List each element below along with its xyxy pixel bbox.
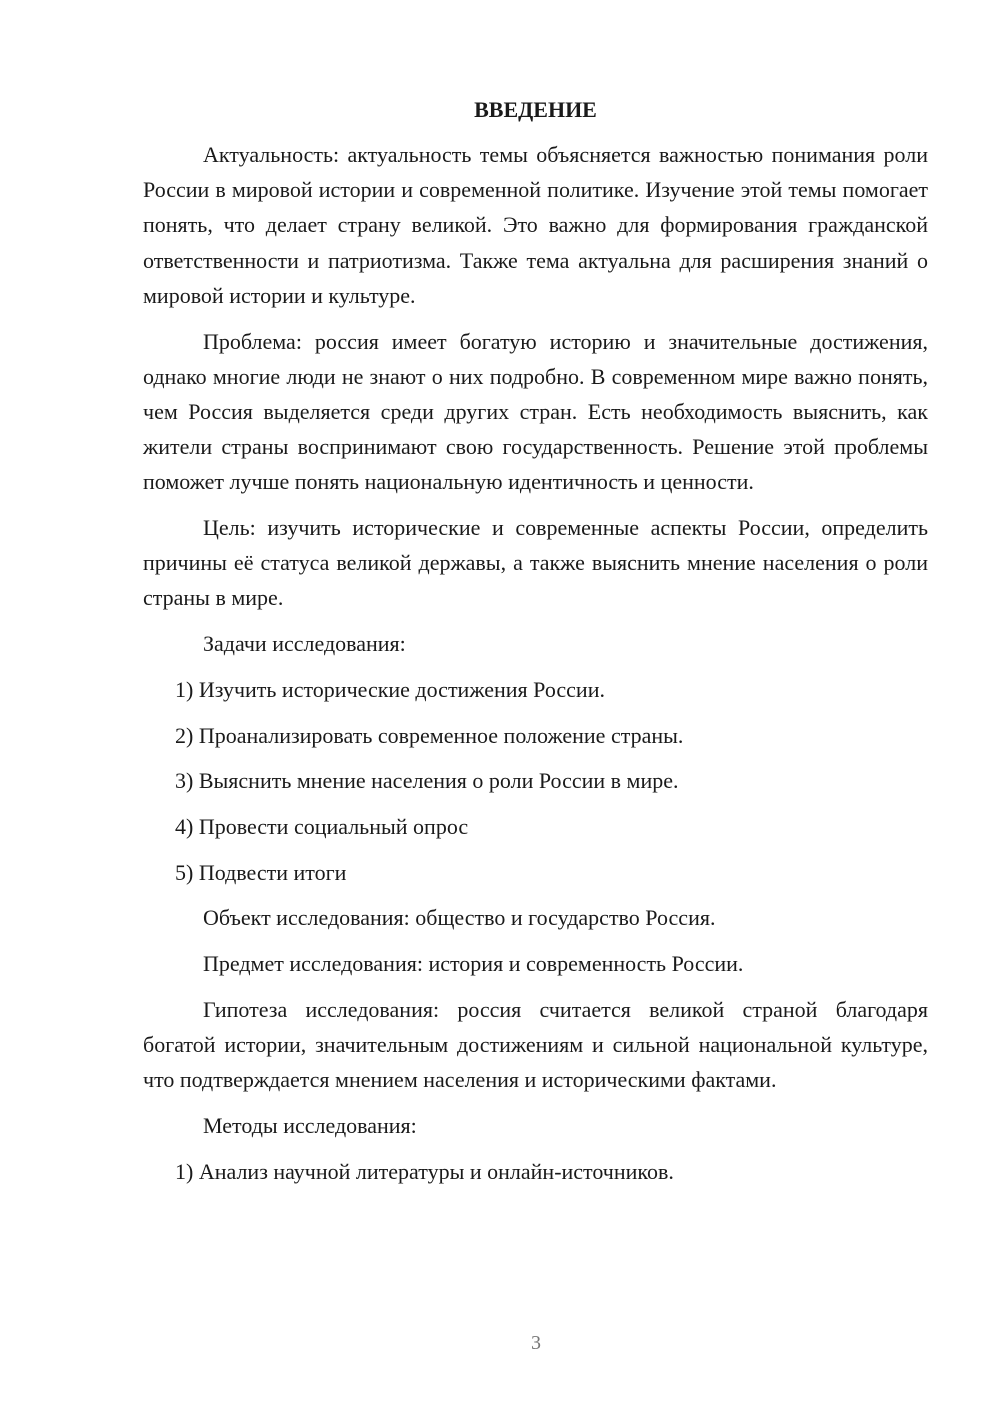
problem-paragraph: Проблема: россия имеет богатую историю и значительные достижения, однако многие люди не знают о них подробно. В современном мире важно понять, чем Россия выделяется среди других стран. Есть необходимость выяснить, как жители страны воспринимают свою государственность. Решение этой проблемы поможет лучше понять национальную идентичность и ценности.	[143, 328, 928, 495]
method-item: 1) Анализ научной литературы и онлайн-источников.	[175, 1158, 674, 1184]
task-item: 4) Провести социальный опрос	[175, 813, 469, 839]
task-item: 2) Проанализировать современное положение страны.	[175, 722, 684, 748]
task-item: 3) Выяснить мнение населения о роли России в мире.	[175, 768, 679, 794]
goal-paragraph: Цель: изучить исторические и современные аспекты России, определить причины её статуса великой державы, а также выяснить мнение населения о роли страны в мире.	[143, 515, 928, 611]
object-paragraph: Объект исследования: общество и государство Россия.	[203, 905, 716, 931]
subject-paragraph: Предмет исследования: история и современность России.	[203, 951, 744, 977]
methods-heading: Методы исследования:	[203, 1112, 417, 1138]
task-item: 1) Изучить исторические достижения России.	[175, 676, 605, 702]
tasks-heading: Задачи исследования:	[203, 631, 406, 657]
page-number: 3	[531, 1332, 541, 1354]
task-item: 5) Подвести итоги	[175, 859, 347, 885]
hypothesis-paragraph: Гипотеза исследования: россия считается великой страной благодаря богатой истории, значительным достижениям и сильной национальной культуре, что подтверждается мнением населения и историческими фактами.	[143, 996, 928, 1093]
relevance-paragraph: Актуальность: актуальность темы объясняется важностью понимания роли России в мировой истории и современной политике. Изучение этой темы помогает понять, что делает страну великой. Это важно для формирования гражданской ответственности и патриотизма. Также тема актуальна для расширения знаний о мировой истории и культуре.	[143, 142, 928, 308]
section-title: ВВЕДЕНИЕ	[474, 97, 597, 122]
document-page	[143, 92, 928, 1199]
